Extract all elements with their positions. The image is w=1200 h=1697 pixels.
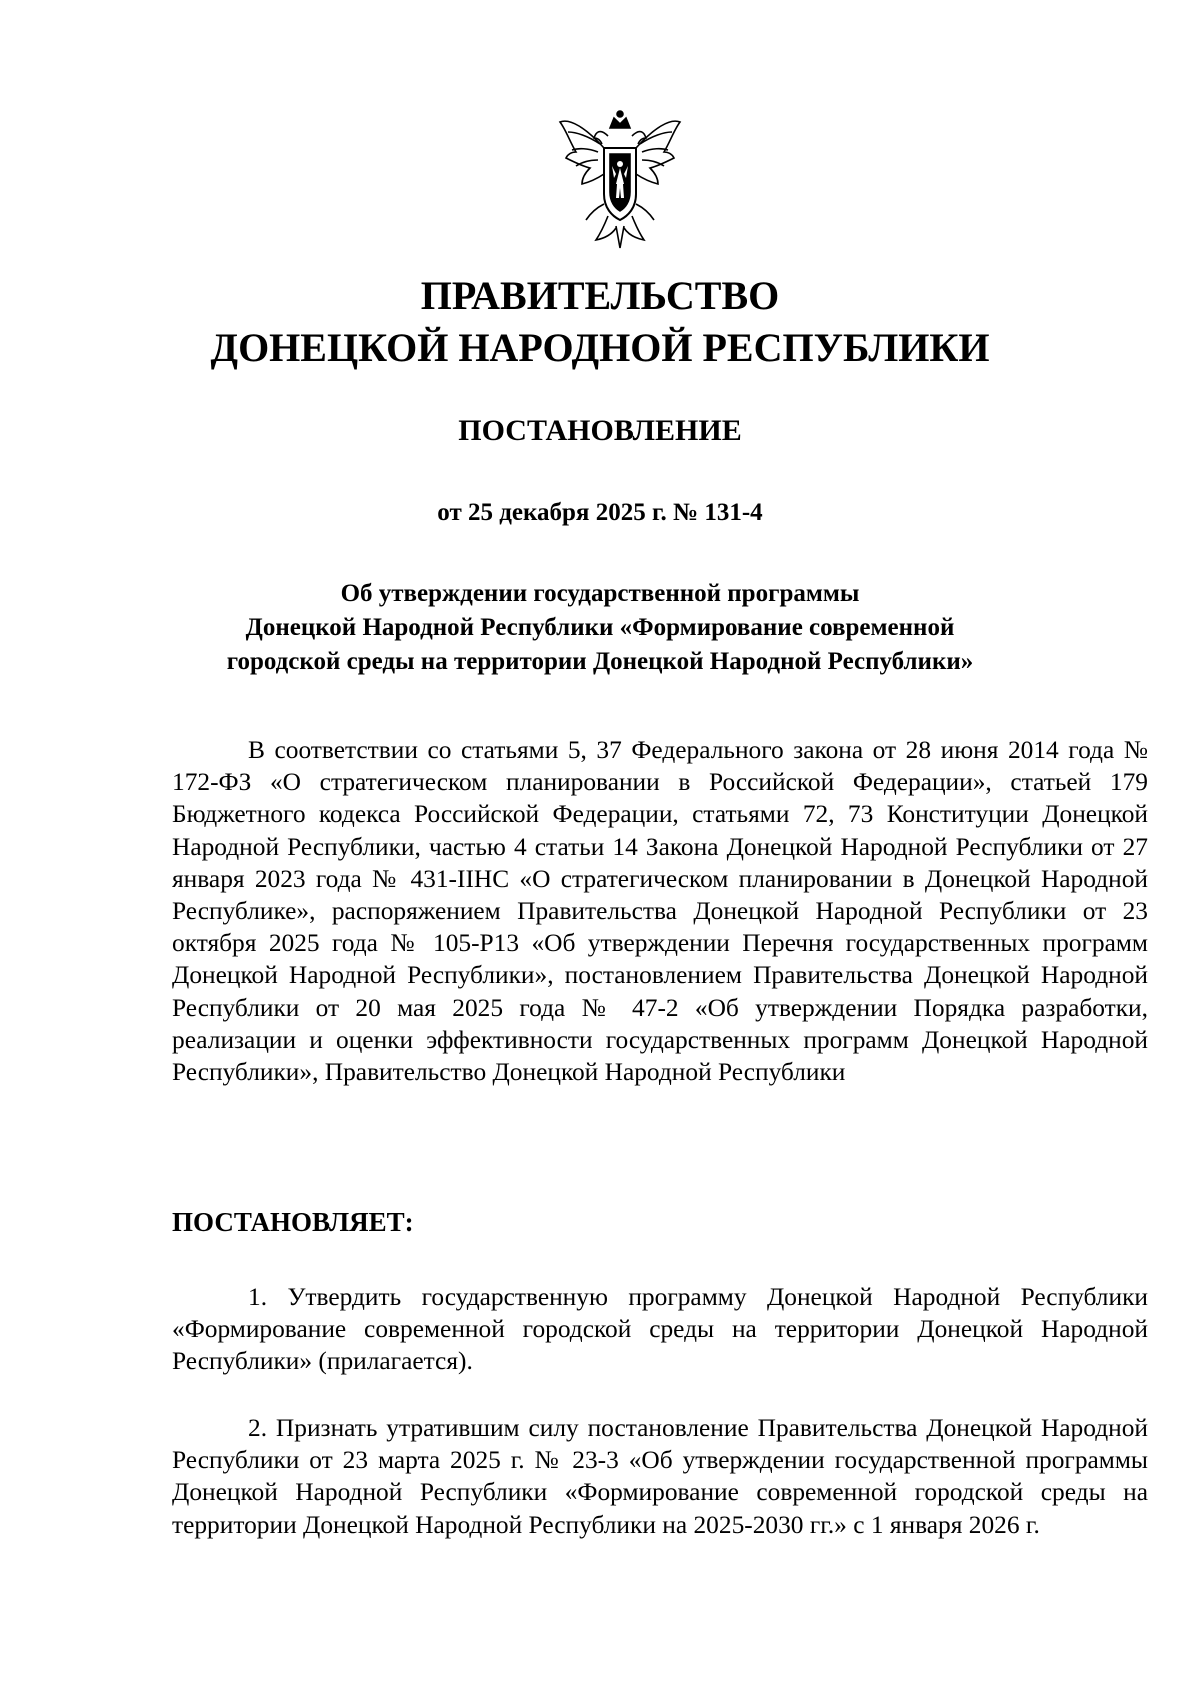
resolution-item-1: 1. Утвердить государственную программу Донецкой Народной Республики «Формирование современной городской среды на территории Донецкой Народной Республики» (прилагается). <box>172 1283 1148 1376</box>
document-subject-line-2: Донецкой Народной Республики «Формирование современной <box>245 614 955 641</box>
document-date-number: от 25 декабря 2025 г. № 131-4 <box>437 499 763 526</box>
document-subject-line-1: Об утверждении государственной программы <box>340 580 860 607</box>
resolution-item-2: 2. Признать утратившим силу постановление Правительства Донецкой Народной Республики от 23 марта 2025 г. № 23-3 «Об утверждении государственной программы Донецкой Народной Республики «Формирование современной городской среды на территории Донецкой Народной Республики на 2025-2030 гг.» с 1 января 2026 г. <box>172 1414 1148 1539</box>
resolves-heading: ПОСТАНОВЛЯЕТ: <box>172 1207 414 1237</box>
document-subject <box>0 577 1200 679</box>
document-subject-line-3: городской среды на территории Донецкой Народной Республики» <box>226 648 974 675</box>
government-title <box>0 270 1200 374</box>
preamble-paragraph: В соответствии со статьями 5, 37 Федерального закона от 28 июня 2014 года № 172-ФЗ «О стратегическом планировании в Российской Федерации», статьей 179 Бюджетного кодекса Российской Федерации, статьями 72, 73 Конституции Донецкой Народной Республики, частью 4 статьи 14 Закона Донецкой Народной Республики от 27 января 2023 года № 431-IIНС «О стратегическом планировании в Донецкой Народной Республике», распоряжением Правительства Донецкой Народной Республики от 23 октября 2025 года № 105-Р13 «Об утверждении Перечня государственных программ Донецкой Народной Республики», постановлением Правительства Донецкой Народной Республики от 20 мая 2025 года № 47-2 «Об утверждении Порядка разработки, реализации и оценки эффективности государственных программ Донецкой Народной Республики», Правительство Донецкой Народной Республики <box>172 736 1148 1087</box>
coat-of-arms-emblem <box>556 108 684 258</box>
document-type: ПОСТАНОВЛЕНИЕ <box>458 414 742 447</box>
government-title-line-2: ДОНЕЦКОЙ НАРОДНОЙ РЕСПУБЛИКИ <box>210 325 990 370</box>
government-title-line-1: ПРАВИТЕЛЬСТВО <box>420 273 780 318</box>
